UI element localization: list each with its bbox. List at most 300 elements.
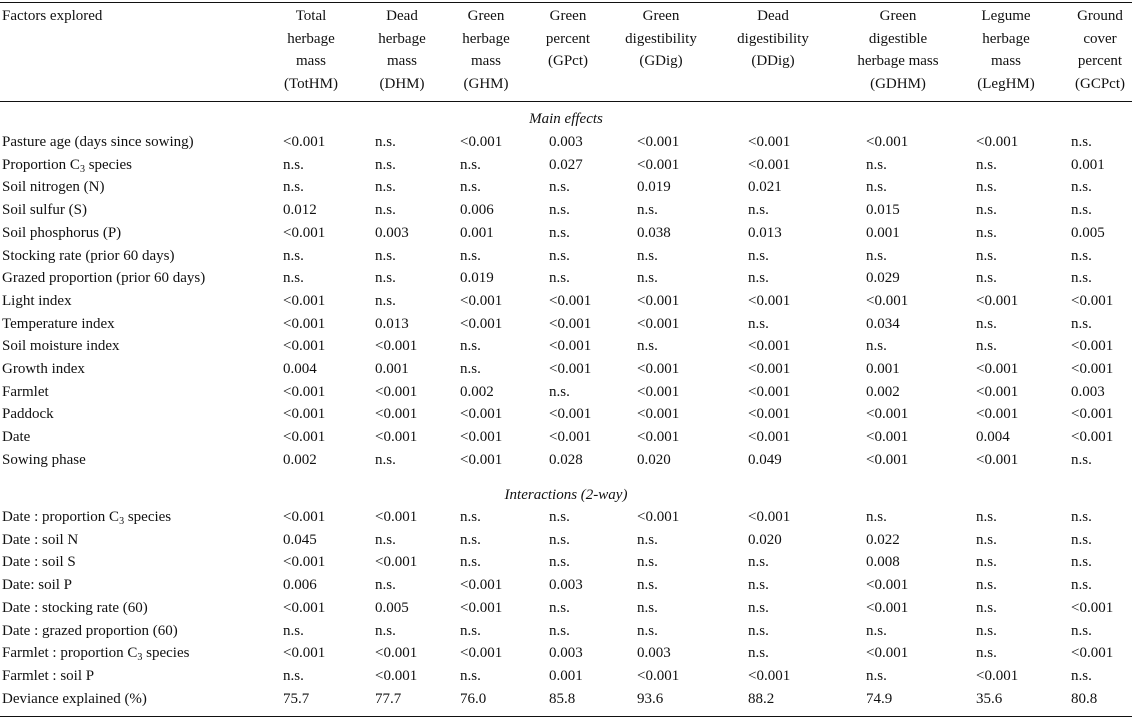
table-cell: <0.001 <box>460 134 503 150</box>
column-header-line: mass <box>387 53 417 69</box>
table-cell: <0.001 <box>283 509 326 525</box>
table-cell: 0.002 <box>866 383 900 400</box>
table-cell: <0.001 <box>976 406 1019 423</box>
column-header-line: Dead <box>757 8 789 24</box>
row-label-text: Date : soil S <box>2 554 76 571</box>
table-cell: n.s. <box>866 622 887 639</box>
table-cell: 0.028 <box>549 451 583 468</box>
table-cell: n.s. <box>1071 667 1092 684</box>
table-cell: n.s. <box>976 531 997 548</box>
table-cell: n.s. <box>375 270 396 287</box>
table-row <box>0 529 1132 552</box>
table-cell: 0.020 <box>637 451 671 468</box>
table-cell: <0.001 <box>1071 338 1114 355</box>
table-cell: <0.001 <box>748 383 791 400</box>
table-row <box>0 642 1132 665</box>
row-label-text: Date: soil P <box>2 577 72 594</box>
column-header-line: (DDig) <box>751 53 795 69</box>
table-cell: n.s. <box>375 531 396 548</box>
table-cell: n.s. <box>866 179 887 196</box>
table-cell: n.s. <box>1071 270 1092 287</box>
table-cell: 88.2 <box>748 690 775 707</box>
table-cell: <0.001 <box>866 134 909 150</box>
table-cell: n.s. <box>1071 622 1092 639</box>
top-rule <box>0 2 1132 3</box>
table-cell: 0.003 <box>549 577 583 594</box>
table-cell: 35.6 <box>976 690 1003 707</box>
row-label <box>2 620 178 643</box>
table-cell: n.s. <box>460 247 481 264</box>
table-cell: n.s. <box>375 451 396 468</box>
row-label-text: Date <box>2 429 31 446</box>
row-label <box>2 199 87 222</box>
table-cell: <0.001 <box>549 429 592 446</box>
table-cell: 80.8 <box>1071 690 1098 707</box>
row-label <box>2 403 54 426</box>
row-label-text: Grazed proportion (prior 60 days) <box>2 270 206 287</box>
table-cell: <0.001 <box>976 451 1019 468</box>
table-cell: 85.8 <box>549 690 576 707</box>
table-cell: n.s. <box>637 202 658 219</box>
table-cell: n.s. <box>748 645 769 662</box>
row-label <box>2 574 72 597</box>
row-label-text: Soil nitrogen (N) <box>2 179 105 196</box>
table-cell: n.s. <box>866 247 887 264</box>
table-cell: n.s. <box>375 622 396 639</box>
table-cell: 0.006 <box>283 577 317 594</box>
table-cell: <0.001 <box>748 406 791 423</box>
row-label <box>2 154 132 177</box>
table-cell: <0.001 <box>866 429 909 446</box>
row-label <box>2 381 49 404</box>
table-cell: n.s. <box>283 179 304 196</box>
row-label-text: Farmlet : soil P <box>2 667 95 684</box>
row-label <box>2 267 205 290</box>
table-cell: n.s. <box>637 599 658 616</box>
table-cell: <0.001 <box>748 292 791 309</box>
table-cell: 0.019 <box>460 270 494 287</box>
table-cell: n.s. <box>460 531 481 548</box>
row-label-text: Date : proportion C <box>2 509 120 525</box>
table-row <box>0 222 1132 245</box>
table-cell: <0.001 <box>460 315 503 332</box>
table-cell: 77.7 <box>375 690 402 707</box>
table-cell: <0.001 <box>283 224 326 241</box>
table-row <box>0 313 1132 336</box>
row-label <box>2 245 174 268</box>
column-header-line: digestible <box>868 30 928 47</box>
table-cell: 0.003 <box>375 224 409 241</box>
column-header-line: (GDig) <box>639 53 683 69</box>
table-cell: n.s. <box>549 554 570 571</box>
table-cell: <0.001 <box>549 338 592 355</box>
table-cell: 0.002 <box>460 383 494 400</box>
section-title-suffix: (2-way) <box>577 487 628 503</box>
table-cell: <0.001 <box>1071 429 1114 446</box>
table-cell: <0.001 <box>375 338 418 355</box>
table-cell: <0.001 <box>748 429 791 446</box>
table-cell: n.s. <box>637 270 658 287</box>
table-cell: 0.013 <box>748 224 782 241</box>
table-row <box>0 665 1132 688</box>
row-label <box>2 665 94 688</box>
table-cell: <0.001 <box>976 361 1019 377</box>
table-cell: <0.001 <box>549 315 592 332</box>
row-label-text: Date : soil N <box>2 531 79 548</box>
table-cell: 0.020 <box>748 531 782 548</box>
table-cell: <0.001 <box>375 429 418 446</box>
table-cell: n.s. <box>283 667 304 684</box>
row-label <box>2 426 30 449</box>
table-cell: n.s. <box>1071 315 1092 332</box>
table-cell: <0.001 <box>748 134 791 150</box>
row-label-suffix: species <box>142 645 190 662</box>
table-cell: <0.001 <box>460 645 503 662</box>
section-title <box>0 108 1132 130</box>
table-cell: n.s. <box>976 509 997 525</box>
table-cell: <0.001 <box>460 292 503 309</box>
table-cell: n.s. <box>375 179 396 196</box>
table-cell: <0.001 <box>549 361 592 377</box>
column-header-line: Factors explored <box>2 8 103 24</box>
table-row <box>0 290 1132 313</box>
table-cell: <0.001 <box>375 383 418 400</box>
row-label <box>2 131 194 154</box>
table-cell: n.s. <box>748 622 769 639</box>
column-header-line: digestibility <box>737 30 809 47</box>
table-cell: <0.001 <box>460 599 503 616</box>
column-header-line: percent <box>545 30 591 47</box>
column-header-line: herbage <box>287 30 335 47</box>
row-label-text: Temperature index <box>2 315 115 332</box>
table-cell: 0.003 <box>549 134 583 150</box>
column-header-line: Ground <box>1077 8 1123 24</box>
table-cell: n.s. <box>375 202 396 219</box>
table-cell: <0.001 <box>637 292 680 309</box>
column-header-line: (GPct) <box>548 53 588 69</box>
row-label <box>2 176 105 199</box>
table-cell: n.s. <box>748 554 769 571</box>
table-row <box>0 551 1132 574</box>
row-label-text: Pasture age (days since sowing) <box>2 134 194 150</box>
table-cell: n.s. <box>283 622 304 639</box>
table-row <box>0 381 1132 404</box>
table-cell: 0.013 <box>375 315 409 332</box>
row-label-text: Farmlet : proportion C <box>2 645 138 662</box>
table-cell: n.s. <box>460 509 481 525</box>
table-cell: <0.001 <box>637 156 680 173</box>
row-label-text: Date : stocking rate (60) <box>2 599 148 616</box>
table-cell: <0.001 <box>1071 361 1114 377</box>
table-row <box>0 403 1132 426</box>
table-cell: n.s. <box>375 577 396 594</box>
table-cell: n.s. <box>375 134 396 150</box>
column-header <box>601 5 721 73</box>
column-header-line: (TotHM) <box>284 75 338 92</box>
table-cell: <0.001 <box>283 554 326 571</box>
section-title <box>0 484 1132 506</box>
table-cell: n.s. <box>866 156 887 173</box>
table-cell: <0.001 <box>460 429 503 446</box>
row-label-text: Light index <box>2 292 72 309</box>
column-header-line: (GHM) <box>463 75 509 92</box>
table-cell: 0.049 <box>748 451 782 468</box>
table-cell: <0.001 <box>637 383 680 400</box>
table-cell: 0.001 <box>866 361 900 377</box>
table-cell: n.s. <box>283 247 304 264</box>
table-cell: n.s. <box>748 599 769 616</box>
table-cell: n.s. <box>748 247 769 264</box>
row-label-suffix: species <box>124 509 172 525</box>
table-cell: 0.005 <box>1071 224 1105 241</box>
table-cell: 0.001 <box>866 224 900 241</box>
column-header-line: digestibility <box>625 30 697 47</box>
table-cell: 0.008 <box>866 554 900 571</box>
column-header-line: Green <box>549 8 587 24</box>
table-cell: <0.001 <box>375 406 418 423</box>
table-cell: <0.001 <box>549 292 592 309</box>
section-title-text: Main effects <box>529 111 603 127</box>
table-cell: 0.001 <box>375 361 409 377</box>
table-cell: 0.002 <box>283 451 317 468</box>
table-cell: n.s. <box>549 531 570 548</box>
table-cell: n.s. <box>976 156 997 173</box>
table-cell: n.s. <box>748 577 769 594</box>
table-cell: <0.001 <box>637 406 680 423</box>
table-cell: <0.001 <box>976 667 1019 684</box>
table-cell: <0.001 <box>637 134 680 150</box>
column-header-line: herbage <box>982 30 1030 47</box>
table-cell: <0.001 <box>283 599 326 616</box>
table-cell: <0.001 <box>748 338 791 355</box>
column-header-line: (GDHM) <box>870 75 926 92</box>
table-cell: 0.019 <box>637 179 671 196</box>
table-cell: n.s. <box>549 599 570 616</box>
table-cell: 0.012 <box>283 202 317 219</box>
table-cell: n.s. <box>375 292 396 309</box>
table-cell: 75.7 <box>283 690 310 707</box>
table-cell: <0.001 <box>748 156 791 173</box>
row-label-text: Date : grazed proportion (60) <box>2 622 178 639</box>
column-header-line: Dead <box>386 8 418 24</box>
table-row <box>0 199 1132 222</box>
table-cell: <0.001 <box>976 292 1019 309</box>
table-cell: 0.034 <box>866 315 900 332</box>
table-cell: n.s. <box>748 315 769 332</box>
row-label-text: Stocking rate (prior 60 days) <box>2 247 175 264</box>
table-row <box>0 506 1132 529</box>
table-cell: <0.001 <box>283 406 326 423</box>
table-row <box>0 131 1132 154</box>
table-cell: 0.027 <box>549 156 583 173</box>
table-cell: n.s. <box>549 509 570 525</box>
row-label <box>2 529 78 552</box>
table-cell: <0.001 <box>866 599 909 616</box>
row-label-subscript: 3 <box>137 652 143 664</box>
section-title-text: Interactions <box>504 487 578 503</box>
table-cell: n.s. <box>460 338 481 355</box>
column-header-line: herbage <box>378 30 426 47</box>
table-row <box>0 688 1132 711</box>
table-cell: <0.001 <box>866 451 909 468</box>
row-label-text: Proportion C <box>2 156 80 173</box>
table-row <box>0 574 1132 597</box>
table-cell: n.s. <box>460 179 481 196</box>
row-label-text: Soil moisture index <box>2 338 120 355</box>
table-cell: 0.001 <box>549 667 583 684</box>
row-label <box>2 290 72 313</box>
row-label <box>2 642 189 665</box>
table-row <box>0 154 1132 177</box>
table-cell: n.s. <box>549 270 570 287</box>
table-cell: <0.001 <box>283 645 326 662</box>
row-label-text: Deviance explained (%) <box>2 690 147 707</box>
table-cell: <0.001 <box>549 406 592 423</box>
table-cell: 0.038 <box>637 224 671 241</box>
bottom-rule <box>0 716 1132 717</box>
table-cell: n.s. <box>637 247 658 264</box>
table-cell: 93.6 <box>637 690 664 707</box>
table-cell: n.s. <box>976 622 997 639</box>
table-cell: n.s. <box>1071 134 1092 150</box>
row-label-text: Sowing phase <box>2 451 86 468</box>
table-cell: n.s. <box>976 224 997 241</box>
table-cell: <0.001 <box>375 509 418 525</box>
table-cell: n.s. <box>637 622 658 639</box>
table-cell: n.s. <box>637 531 658 548</box>
column-header-line: Green <box>642 8 680 24</box>
column-header-line: (DHM) <box>379 75 425 92</box>
column-header-line: mass <box>296 53 326 69</box>
table-cell: <0.001 <box>637 315 680 332</box>
table-cell: n.s. <box>976 554 997 571</box>
column-header-line: Legume <box>981 8 1031 24</box>
table-cell: n.s. <box>283 156 304 173</box>
column-header-line: Green <box>467 8 505 24</box>
table-cell: <0.001 <box>866 577 909 594</box>
table-cell: n.s. <box>460 361 481 377</box>
table-cell: 74.9 <box>866 690 893 707</box>
table-row <box>0 176 1132 199</box>
column-header-line: mass <box>471 53 501 69</box>
table-cell: <0.001 <box>375 667 418 684</box>
table-cell: 0.029 <box>866 270 900 287</box>
table-cell: n.s. <box>549 202 570 219</box>
table-cell: <0.001 <box>637 667 680 684</box>
table-cell: <0.001 <box>375 645 418 662</box>
table-cell: n.s. <box>976 599 997 616</box>
table-cell: n.s. <box>1071 451 1092 468</box>
table-cell: n.s. <box>375 156 396 173</box>
header-rule <box>0 101 1132 102</box>
table-cell: n.s. <box>637 554 658 571</box>
table-cell: n.s. <box>976 179 997 196</box>
table-cell: <0.001 <box>283 338 326 355</box>
row-label-subscript: 3 <box>79 163 85 175</box>
table-cell: 0.003 <box>1071 383 1105 400</box>
table-cell: <0.001 <box>866 645 909 662</box>
table-row <box>0 358 1132 381</box>
column-header <box>838 5 958 95</box>
column-header-line: (LegHM) <box>977 75 1035 92</box>
table-cell: <0.001 <box>748 667 791 684</box>
table-cell: n.s. <box>549 224 570 241</box>
table-row <box>0 620 1132 643</box>
table-cell: <0.001 <box>637 429 680 446</box>
table-cell: <0.001 <box>1071 406 1114 423</box>
table-cell: <0.001 <box>1071 645 1114 662</box>
row-label <box>2 449 86 472</box>
column-header-line: cover <box>1083 30 1117 47</box>
table-cell: n.s. <box>1071 179 1092 196</box>
row-label <box>2 688 147 711</box>
table-row <box>0 267 1132 290</box>
table-cell: n.s. <box>976 315 997 332</box>
table-row <box>0 245 1132 268</box>
table-cell: n.s. <box>637 577 658 594</box>
table-cell: 0.003 <box>549 645 583 662</box>
table-cell: 0.015 <box>866 202 900 219</box>
table-cell: n.s. <box>549 383 570 400</box>
table-cell: n.s. <box>283 270 304 287</box>
table-cell: n.s. <box>1071 531 1092 548</box>
column-header <box>713 5 833 73</box>
table-row <box>0 449 1132 472</box>
table-cell: n.s. <box>866 667 887 684</box>
column-header-line: percent <box>1077 53 1123 69</box>
table-cell: n.s. <box>549 179 570 196</box>
table-cell: <0.001 <box>460 451 503 468</box>
table-cell: <0.001 <box>976 383 1019 400</box>
column-header <box>1040 5 1132 95</box>
table-row <box>0 335 1132 358</box>
table-cell: <0.001 <box>283 292 326 309</box>
table-cell: n.s. <box>1071 202 1092 219</box>
table-cell: n.s. <box>748 270 769 287</box>
column-header-line: Green <box>879 8 917 24</box>
column-header-line: herbage mass <box>857 53 939 69</box>
row-label-suffix: species <box>84 156 133 173</box>
row-label-text: Farmlet <box>2 383 49 400</box>
table-cell: <0.001 <box>637 361 680 377</box>
table-cell: n.s. <box>976 247 997 264</box>
table-cell: 0.004 <box>283 361 317 377</box>
table-row <box>0 597 1132 620</box>
column-header-line: Total <box>295 8 327 24</box>
table-cell: 0.004 <box>976 429 1010 446</box>
table-cell: n.s. <box>748 202 769 219</box>
table-cell: <0.001 <box>748 361 791 377</box>
table-cell: n.s. <box>549 622 570 639</box>
table-cell: n.s. <box>1071 509 1092 525</box>
table-cell: <0.001 <box>1071 292 1114 309</box>
table-cell: <0.001 <box>976 134 1019 150</box>
table-cell: n.s. <box>976 338 997 355</box>
table-cell: n.s. <box>460 667 481 684</box>
table-cell: <0.001 <box>283 134 326 150</box>
table-cell: n.s. <box>460 554 481 571</box>
row-label-text: Growth index <box>2 361 85 377</box>
table-cell: 0.001 <box>460 224 494 241</box>
table-cell: n.s. <box>976 202 997 219</box>
table-cell: <0.001 <box>866 292 909 309</box>
table-cell: 0.005 <box>375 599 409 616</box>
table-cell: 0.006 <box>460 202 494 219</box>
table-cell: 0.022 <box>866 531 900 548</box>
table-cell: 0.045 <box>283 531 317 548</box>
factors-header <box>2 5 102 28</box>
row-label-subscript: 3 <box>119 516 125 527</box>
